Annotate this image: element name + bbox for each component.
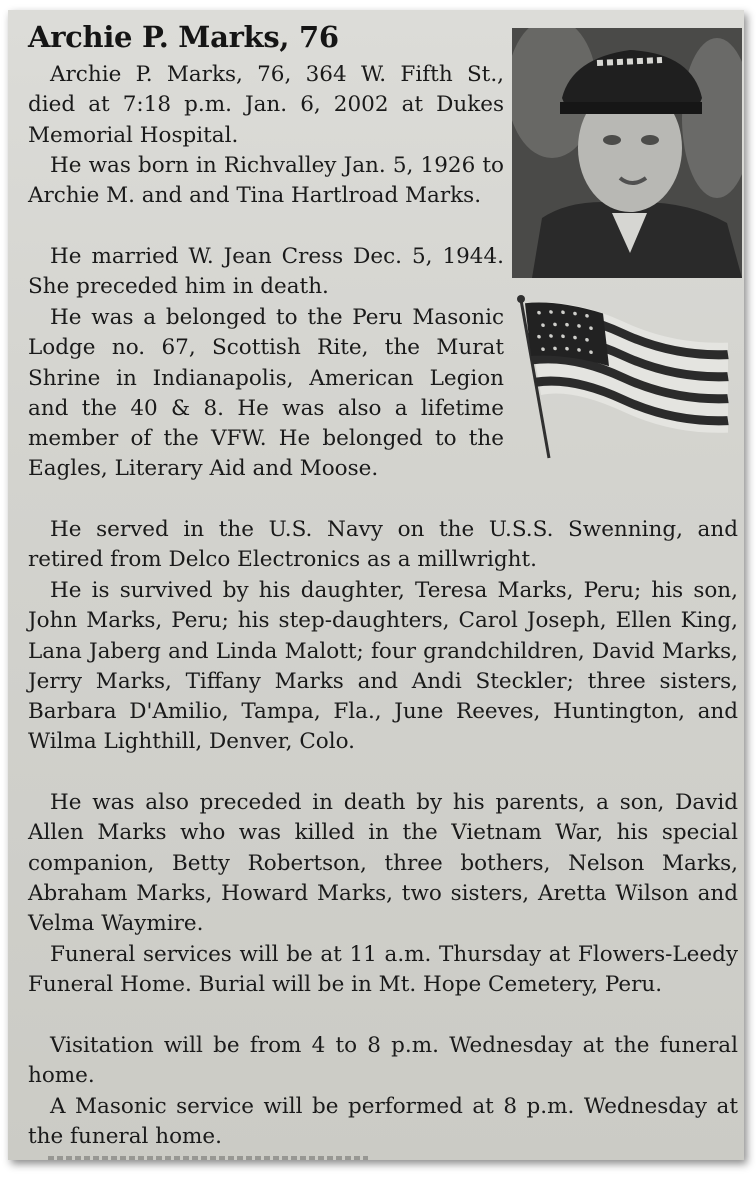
paragraph-masonic-service: A Masonic service will be performed at 8 p.m. Wednesday at the funeral home. <box>28 1094 738 1150</box>
paragraph-visitation: Visitation will be from 4 to 8 p.m. Wednesday at the funeral home. <box>28 1033 738 1089</box>
obituary-title: Archie P. Marks, 76 <box>28 20 339 54</box>
newspaper-clipping <box>8 10 744 1160</box>
paragraph-marriage: He married W. Jean Cress Dec. 5, 1944. She preceded him in death. <box>28 244 504 300</box>
portrait-photo <box>512 28 742 278</box>
paragraph-funeral: Funeral services will be at 11 a.m. Thursday at Flowers-Leedy Funeral Home. Burial will be in Mt. Hope Cemetery, Peru. <box>28 942 738 998</box>
paragraph-memberships: He was a belonged to the Peru Masonic Lodge no. 67, Scottish Rite, the Murat Shrine in Indianapolis, American Legion and the 40 & 8. He was also a lifetime member of the VFW. He belonged to the Eagles, Literary Aid and Moose. <box>28 305 504 482</box>
paragraph-death-notice: Archie P. Marks, 76, 364 W. Fifth St., died at 7:18 p.m. Jan. 6, 2002 at Dukes Memorial Hospital. <box>28 62 504 148</box>
cut-off-text-fragment <box>48 1156 368 1160</box>
paragraph-survivors: He is survived by his daughter, Teresa Marks, Peru; his son, John Marks, Peru; his step-daughters, Carol Joseph, Ellen King, Lana Jaberg and Linda Malott; four grandchildren, David Marks, Jerry Marks, Tiffany Marks and Andi Steckler; three sisters, Barbara D'Amilio, Tampa, Fla., June Reeves, Huntington, and Wilma Lighthill, Denver, Colo. <box>28 578 738 755</box>
american-flag-icon <box>513 292 738 462</box>
paragraph-preceded: He was also preceded in death by his parents, a son, David Allen Marks who was killed in the Vietnam War, his special companion, Betty Robertson, three bothers, Nelson Marks, Abraham Marks, Howard Marks, two sisters, Aretta Wilson and Velma Waymire. <box>28 790 738 937</box>
paragraph-service: He served in the U.S. Navy on the U.S.S. Swenning, and retired from Delco Electronics as a millwright. <box>28 517 738 573</box>
paragraph-birth: He was born in Richvalley Jan. 5, 1926 to Archie M. and and Tina Hartlroad Marks. <box>28 153 504 209</box>
